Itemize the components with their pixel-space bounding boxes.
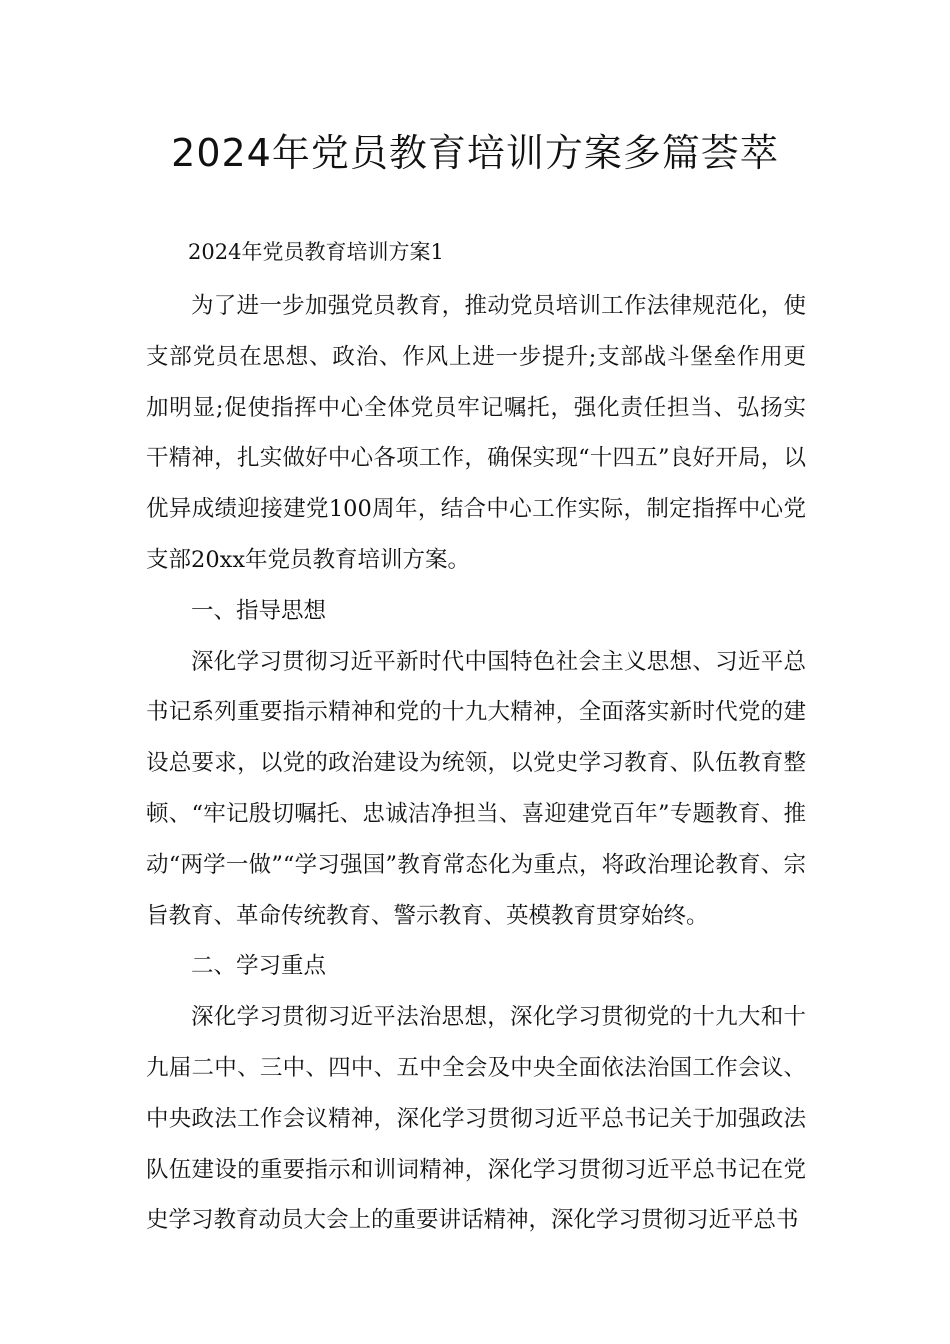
section-heading-study-focus: 二、学习重点 (191, 953, 327, 980)
section-body-study-focus: 深化学习贯彻习近平法治思想，深化学习贯彻党的十九大和十九届二中、三中、四中、五中全会及中央全面依法治国工作会议、中央政法工作会议精神，深化学习贯彻习近平总书记关于加强政法队伍建设的重要指示和训词精神，深化学习贯彻习近平总书记在党史学习教育动员大会上的重要讲话精神，深化学习贯彻习近平总书 (146, 1004, 806, 1234)
section-body-guiding-ideology: 深化学习贯彻习近平新时代中国特色社会主义思想、习近平总书记系列重要指示精神和党的十九大精神，全面落实新时代党的建设总要求，以党的政治建设为统领，以党史学习教育、队伍教育整顿、“牢记殷切嘱托、忠诚洁净担当、喜迎建党百年”专题教育、推动“两学一做”“学习强国”教育常态化为重点，将政治理论教育、宗旨教育、革命传统教育、警示教育、英模教育贯穿始终。 (146, 648, 806, 929)
intro-paragraph: 为了进一步加强党员教育，推动党员培训工作法律规范化，使支部党员在思想、政治、作风上进一步提升;支部战斗堡垒作用更加明显;促使指挥中心全体党员牢记嘱托，强化责任担当、弘扬实干精神，扎实做好中心各项工作，确保实现“十四五”良好开局，以优异成绩迎接建党100周年，结合中心工作实际，制定指挥中心党支部20xx年党员教育培训方案。 (146, 293, 806, 573)
plan-subtitle: 2024年党员教育培训方案1 (188, 240, 444, 264)
document-title: 2024年党员教育培训方案多篇荟萃 (171, 131, 779, 175)
document-body (146, 231, 806, 1246)
section-heading-guiding-ideology: 一、指导思想 (191, 597, 327, 624)
